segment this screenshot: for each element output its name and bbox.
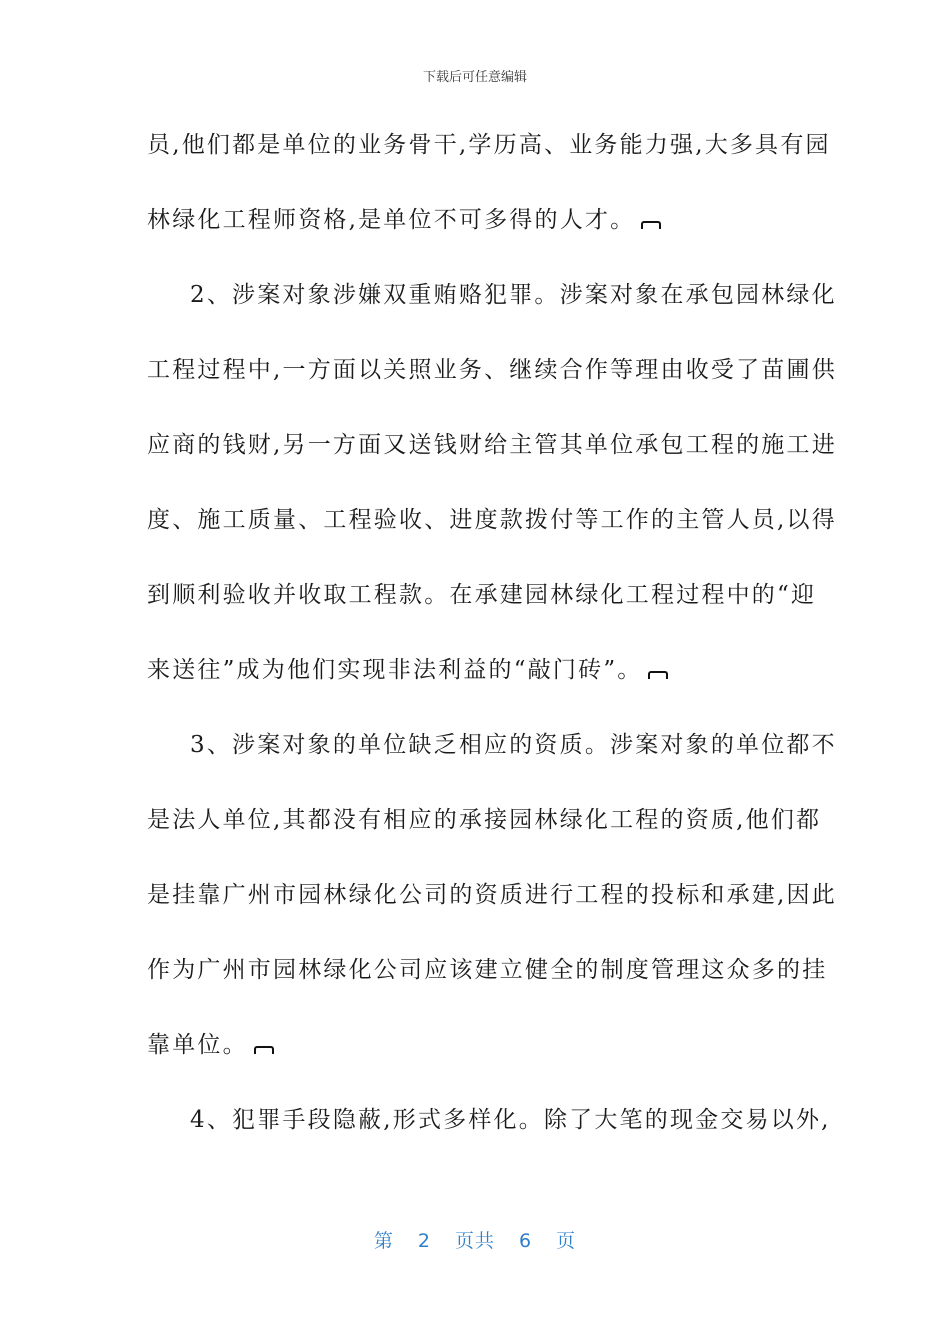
paragraph-mark-icon — [254, 1046, 274, 1054]
text-line: 应商的钱财,另一方面又送钱财给主管其单位承包工程的施工进 — [147, 432, 837, 458]
text-line: 是挂靠广州市园林绿化公司的资质进行工程的投标和承建,因此 — [147, 882, 837, 908]
text-line: 3、涉案对象的单位缺乏相应的资质。涉案对象的单位都不 — [190, 732, 837, 758]
text-line: 员,他们都是单位的业务骨干,学历高、业务能力强,大多具有园 — [147, 132, 831, 158]
footer-total-pages: 6 — [519, 1230, 533, 1252]
footer-middle: 页共 — [454, 1230, 495, 1252]
page-footer — [0, 1226, 950, 1253]
text-line: 2、涉案对象涉嫌双重贿赂犯罪。涉案对象在承包园林绿化 — [190, 282, 837, 308]
text-line: 度、施工质量、工程验收、进度款拨付等工作的主管人员,以得 — [147, 507, 837, 533]
text-line: 林绿化工程师资格,是单位不可多得的人才。 — [147, 205, 807, 235]
text-line: 4、犯罪手段隐蔽,形式多样化。除了大笔的现金交易以外, — [190, 1107, 831, 1133]
text-line: 来送往”成为他们实现非法利益的“敲门砖”。 — [147, 655, 807, 685]
text-line: 工程过程中,一方面以关照业务、继续合作等理由收受了苗圃供 — [147, 357, 837, 383]
footer-suffix: 页 — [556, 1230, 577, 1252]
paragraph-mark-icon — [641, 221, 661, 229]
text-line: 靠单位。 — [147, 1030, 807, 1060]
text-line: 到顺利验收并收取工程款。在承建园林绿化工程过程中的“迎 — [147, 582, 817, 608]
footer-prefix: 第 — [373, 1230, 394, 1252]
text-line: 是法人单位,其都没有相应的承接园林绿化工程的资质,他们都 — [147, 807, 822, 833]
page-header: 下载后可任意编辑 — [422, 70, 527, 85]
paragraph-mark-icon — [648, 671, 668, 679]
footer-page-number: 2 — [417, 1230, 431, 1252]
text-line: 作为广州市园林绿化公司应该建立健全的制度管理这众多的挂 — [147, 957, 828, 983]
